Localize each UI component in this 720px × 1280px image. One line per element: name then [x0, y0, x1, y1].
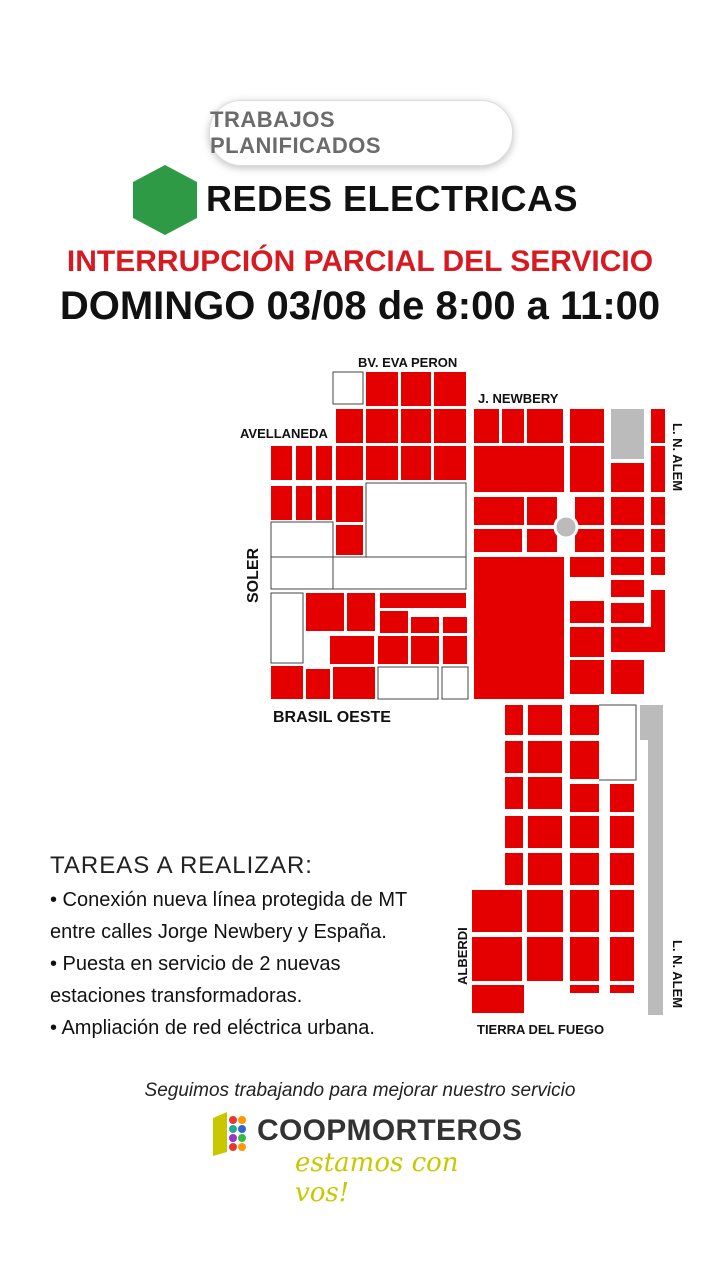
- street-tierra-fuego: TIERRA DEL FUEGO: [477, 1022, 605, 1037]
- task-line: estaciones transformadoras.: [50, 985, 303, 1007]
- tagline: Seguimos trabajando para mejorar nuestro servicio: [144, 1080, 576, 1101]
- roundabout-icon: [555, 516, 577, 538]
- alem-avenue-area: [640, 705, 663, 1015]
- badge-planned-works: [209, 100, 513, 166]
- tasks-section: [50, 852, 450, 1044]
- street-eva-peron: BV. EVA PERON: [358, 355, 458, 370]
- street-brasil: BRASIL OESTE: [273, 709, 391, 726]
- task-line: • Conexión nueva línea protegida de MT: [50, 889, 408, 911]
- street-alem-bottom: L. N. ALEM: [670, 940, 685, 1009]
- logo-slogan: estamos con vos!: [295, 1148, 459, 1208]
- alert-title: INTERRUPCIÓN PARCIAL DEL SERVICIO: [66, 245, 654, 278]
- task-line: • Ampliación de red eléctrica urbana.: [50, 1017, 375, 1039]
- task-line: entre calles Jorge Newbery y España.: [50, 921, 387, 943]
- coop-logo-icon: [213, 1112, 253, 1156]
- street-soler: SOLER: [245, 547, 262, 603]
- street-alem-top: L. N. ALEM: [670, 423, 685, 492]
- tasks-title: TAREAS A REALIZAR:: [50, 852, 313, 879]
- task-line: • Puesta en servicio de 2 nuevas: [50, 953, 341, 975]
- reserved-area: [611, 409, 644, 459]
- street-newbery: J. NEWBERY: [478, 391, 559, 406]
- schedule-title: DOMINGO 03/08 de 8:00 a 11:00: [59, 284, 661, 328]
- logo-name: COOPMORTEROS: [257, 1114, 523, 1147]
- section-title: REDES ELECTRICAS: [206, 178, 579, 219]
- coopmorteros-logo: [213, 1112, 523, 1208]
- street-avellaneda: AVELLANEDA: [240, 426, 328, 441]
- street-alberdi: ALBERDI: [455, 927, 470, 985]
- badge-label: TRABAJOS PLANIFICADOS: [210, 107, 381, 158]
- hexagon-icon: [133, 165, 197, 235]
